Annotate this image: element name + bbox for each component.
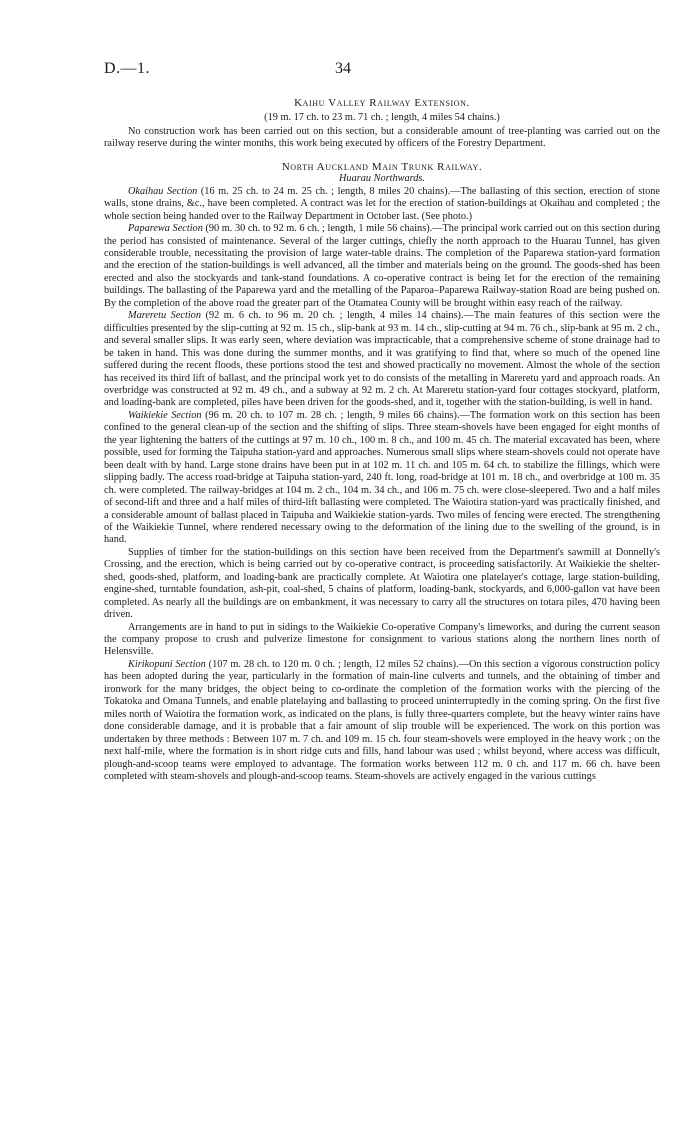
mareretu-paragraph	[104, 310, 660, 410]
supplies-paragraph: Supplies of timber for the station-buildings on this section have been received from the Department's sawmill at Donnelly's Crossing, and the erection, which is being carried out by co-operative contract, is proceeding satisfactorily. At Waikiekie the shelter-shed, goods-shed, platform, and loading-bank are practically complete. At Waiotira one platelayer's cottage, large station-building, engine-shed, turntable foundation, ash-pit, coal-shed, 5 chains of platform, loading-bank, stockyards, and 6,000-gallon vat have been completed. As nearly all the buildings are on embankment, it was necessary to carry all the structures on totara piles, 470 having been driven.	[104, 546, 660, 621]
page-number: 34	[335, 60, 351, 77]
kirikopuni-section-text: (107 m. 28 ch. to 120 m. 0 ch. ; length, 12 miles 52 chains).—On this section a vigorous construction policy has been adopted during the year, particularly in the formation of main-line culverts and tunnels, and the obtaining of timber and ironwork for the many bridges, the object being to co-ordinate the completion of the formation works with the piercing of the Tokatoka and Omana Tunnels, and enable platelaying and ballasting to proceed uninterruptedly in the coming spring. On the first five miles north of Waiotira the formation work, as indicated on the plans, is fully three-quarters complete, but the heavy winter rains have done considerable damage, and it is probable that a fair amount of slip trouble will be experienced. The work on this portion was undertaken by three methods : Between 107 m. 7 ch. and 109 m. 15 ch. four steam-shovels were employed in the heavy work ; on the next half-mile, where the formation is in short ridge cuts and fills, hand labour was used ; whilst beyond, where access was difficult, plough-and-scoop teams were employed to advantage. The formation works between 112 m. 0 ch. and 117 m. 66 ch. have been completed with steam-shovels and plough-and-scoop teams. Steam-shovels are actively engaged in the various cuttings	[104, 658, 660, 783]
north-auckland-heading: North Auckland Main Trunk Railway.	[281, 160, 483, 173]
paparewa-section-title: Paparewa Section	[128, 223, 203, 235]
okaihau-section-text: (16 m. 25 ch. to 24 m. 25 ch. ; length, 8 miles 20 chains).—The ballasting of this section, erection of stone walls, stone drains, &c., have been completed. A contract was let for the erection of station-buildings at Okaihau and completed ; the whole section being handed over to the Railway Department in October last. (See photo.)	[104, 185, 660, 222]
kirikopuni-section-title: Kirikopuni Section	[128, 658, 206, 670]
page-header	[104, 60, 660, 80]
mareretu-section-text: (92 m. 6 ch. to 96 m. 20 ch. ; length, 4 miles 14 chains).—The main features of this section were the difficulties presented by the slip-cutting at 92 m. 15 ch., slip-bank at 93 m. 14 ch., slip-cutting at 94 m. 76 ch., slip-bank at 95 m. 2 ch., and several smaller slips. It was early seen, where deviation was impracticable, that a comprehensive scheme of stone drainage had to be taken in hand. This was done during the summer months, and it was gratifying to find that, where so much of the opened line suffered during the recent floods, these portions stood the test and showed practically no movement. Almost the whole of the section has received its third lift of ballast, and the principal work yet to do consists of the metalling in Mareretu yard and approach roads. An overbridge was constructed at 92 m. 49 ch., and a subway at 92 m. 2 ch. At Mareretu station-yard four cottages stockyard, platform, and loading-bank are completed, piles have been driven for the goods-shed, and it, together with the station-building, is well in hand.	[104, 310, 660, 409]
page-content	[104, 97, 660, 783]
document-code: D.—1.	[104, 60, 151, 77]
kaihu-paragraph: No construction work has been carried out on this section, but a considerable amount of tree-planting was carried out on the railway reserve during the winter months, this work being executed by officers of the Forestry Department.	[104, 125, 660, 150]
waikiekie-section-text: (96 m. 20 ch. to 107 m. 28 ch. ; length, 9 miles 66 chains).—The formation work on this section has been confined to the general clean-up of the section and the shifting of slips. Three steam-shovels have been engaged for eight months of the year lightening the batters of the cuttings at 97 m. 10 ch., 100 m. 8 ch., and 100 m. 45 ch. The material excavated has been, where possible, used for forming the Taipuha station-yard and approaches. Numerous small slips where steam-shovels could not operate have been dealt with by hand. Large stone drains have been put in at 102 m. 11 ch. and 105 m. 64 ch. to stabilize the fillings, which were slipping badly. The access road-bridge at Taipuha station-yard, 240 ft. long, road-bridge at 101 m. 18 ch., and overbridge at 100 m. 35 ch. were completed. The railway-bridges at 104 m. 2 ch., 104 m. 34 ch., and 106 m. 75 ch. were close-sleepered. Two and a half miles of second-lift and three and a half miles of third-lift ballasting were completed. The Waiotira station-yard was practically finished, and a considerable amount of ballast placed in Taipuha and Waikiekie station-yards. Two miles of fencing were erected. The strengthening of the Waikiekie Tunnel, where rendered necessary owing to the deformation of the lining due to the swelling of the ground, is in hand.	[104, 409, 660, 546]
kaihu-range: (19 m. 17 ch. to 23 m. 71 ch. ; length, 4 miles 54 chains.)	[264, 112, 500, 124]
kirikopuni-paragraph	[104, 659, 660, 784]
paparewa-section-text: (90 m. 30 ch. to 92 m. 6 ch. ; length, 1 mile 56 chains).—The principal work carried out on this section during the period has consisted of maintenance. Several of the larger cuttings, chiefly the north approach to the Huarau Tunnel, has given considerable trouble, necessitating the provision of large water-table drains. The completion of the Paparewa station-yard formation and the erection of the station-buildings is well advanced, all the timber and materials being on the ground. The goods-shed has been erected and also the stockyards and tank-stand foundations. A co-operative contract is being let for the erection of the remaining buildings. The ballasting of the Paparewa yard and the metalling of the Paparoa–Paparewa Railway-station Road are being pushed on. By the completion of the above road the greater part of the Otamatea County will be brought within easy reach of the railway.	[104, 223, 660, 309]
waikiekie-paragraph	[104, 410, 660, 547]
waikiekie-section-title: Waikiekie Section	[128, 409, 202, 421]
okaihau-paragraph	[104, 186, 660, 223]
huarau-subheading: Huarau Northwards.	[338, 173, 425, 185]
arrangements-paragraph: Arrangements are in hand to put in sidings to the Waikiekie Co-operative Company's limeworks, and during the current season the company propose to crush and pulverize limestone for consignment to various stations along the northern lines north of Helensville.	[104, 621, 660, 658]
mareretu-section-title: Mareretu Section	[128, 310, 201, 322]
paparewa-paragraph	[104, 223, 660, 310]
kaihu-heading: Kaihu Valley Railway Extension.	[294, 97, 470, 109]
okaihau-section-title: Okaihau Section	[128, 185, 198, 197]
